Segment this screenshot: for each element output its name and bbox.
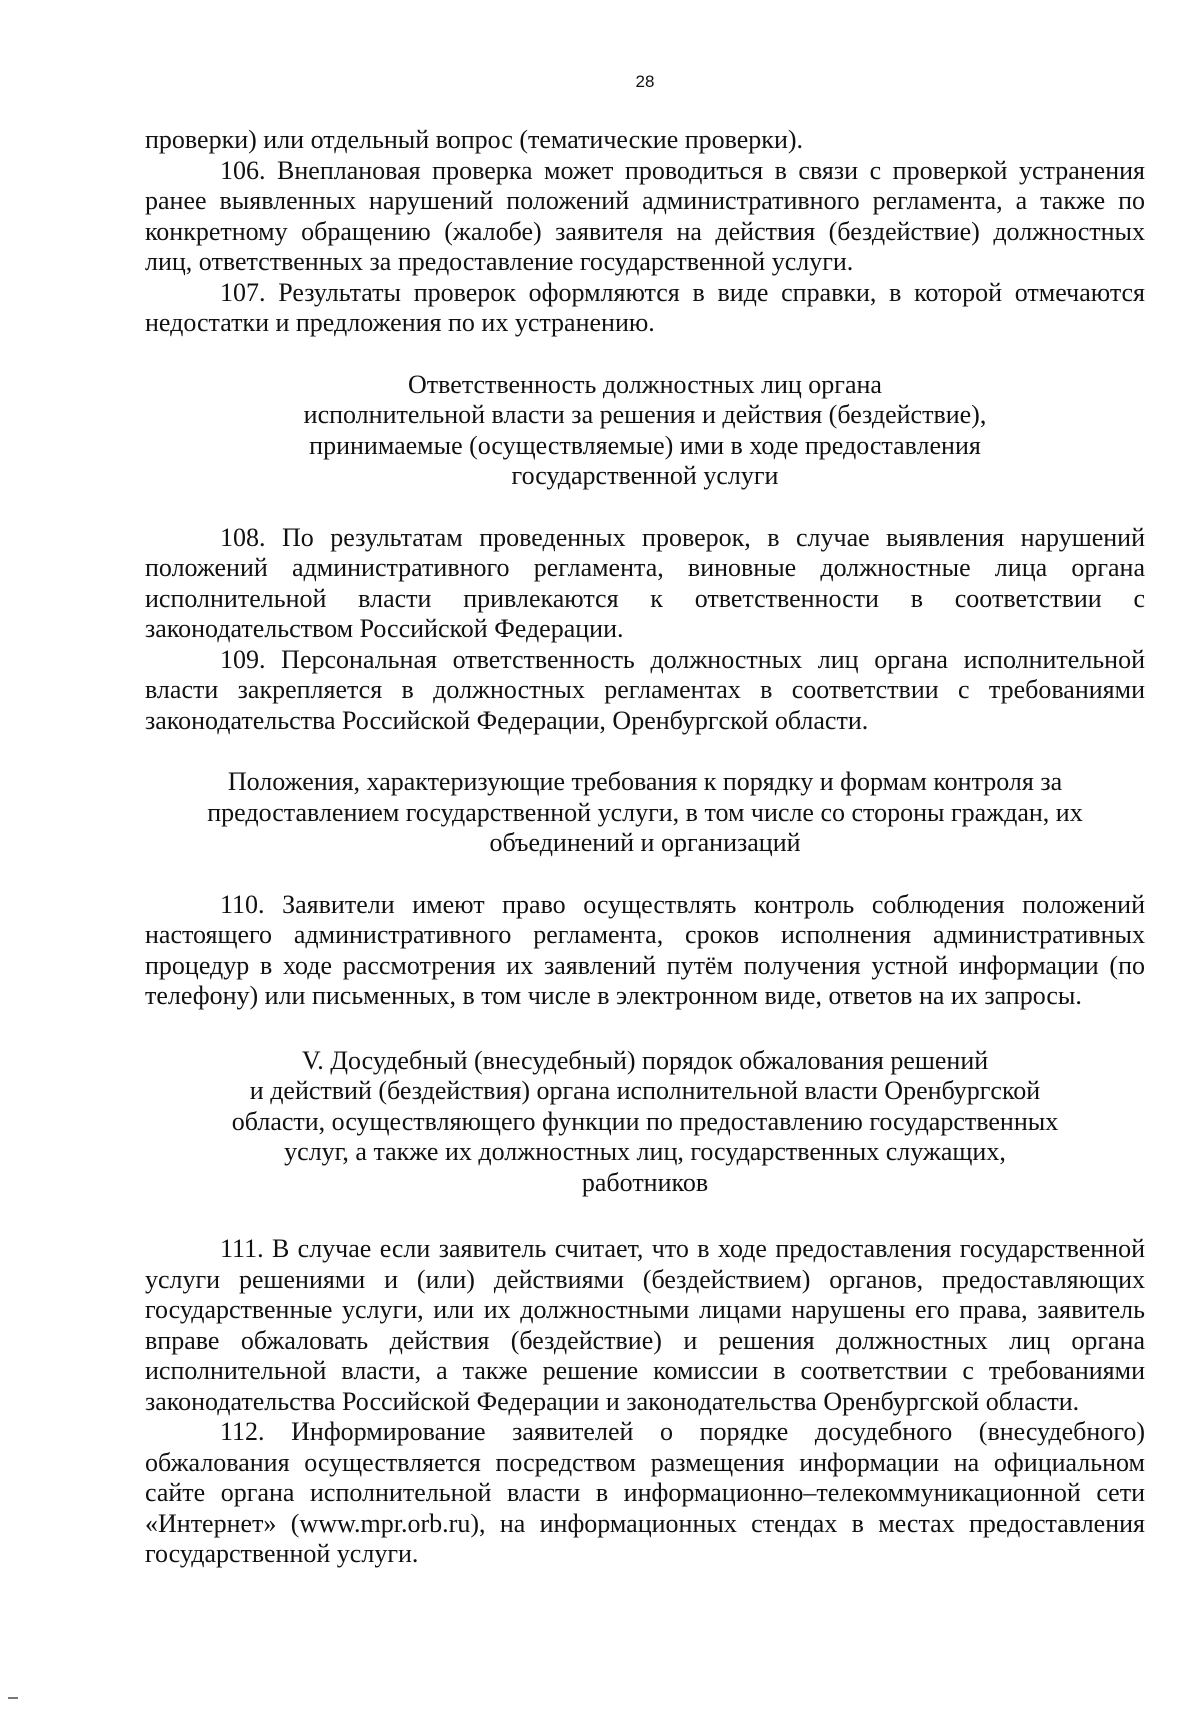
section-heading-responsibility: [145, 370, 1145, 492]
paragraph-112: 112. Информирование заявителей о порядке досудебного (внесудебного) обжалования осуществляется посредством размещения информации на официальном сайте органа исполнительной власти в информационно–телекоммуникационной сети «Интернет» (www.mpr.orb.ru), на информационных стендах в местах предоставления государственной услуги.: [145, 1417, 1145, 1568]
document-body: [145, 125, 1145, 1570]
paragraph-107: 107. Результаты проверок оформляются в виде справки, в которой отмечаются недостатки и предложения по их устранению.: [145, 277, 1145, 337]
heading-line: Положения, характеризующие требования к порядку и формам контроля за: [227, 767, 1063, 796]
paragraph-111: 111. В случае если заявитель считает, что в ходе предоставления государственной услуги решениями и (или) действиями (бездействием) органов, предоставляющих государственные услуги, или их должностными лицами нарушены его права, заявитель вправе обжаловать действия (бездействие) и решения должностных лиц органа исполнительной власти, а также решение комиссии в соответствии с требованиями законодательства Российской Федерации и законодательства Оренбургской области.: [145, 1234, 1145, 1416]
heading-line: объединений и организаций: [489, 828, 801, 857]
paragraph-108: 108. По результатам проведенных проверок, в случае выявления нарушений положений административного регламента, виновные должностные лица органа исполнительной власти привлекаются к ответственности в соответствии с законодательством Российской Федерации.: [145, 522, 1145, 643]
heading-line: работников: [581, 1167, 709, 1197]
paragraph-110: 110. Заявители имеют право осуществлять контроль соблюдения положений настоящего административного регламента, сроков исполнения административных процедур в ходе рассмотрения их заявлений путём получения устной информации (по телефону) или письменных, в том числе в электронном виде, ответов на их запросы.: [145, 889, 1145, 1010]
paragraph-109: 109. Персональная ответственность должностных лиц органа исполнительной власти закрепляется в должностных регламентах в соответствии с требованиями законодательства Российской Федерации, Оренбургской области.: [145, 644, 1145, 735]
paragraph-continuation: проверки) или отдельный вопрос (тематические проверки).: [145, 125, 804, 154]
heading-line: исполнительной власти за решения и действия (бездействие),: [303, 400, 987, 429]
section-heading-appeal: [145, 1046, 1145, 1199]
heading-line: области, осуществляющего функции по предоставлению государственных: [231, 1106, 1059, 1136]
heading-line: Ответственность должностных лиц органа: [408, 369, 882, 399]
section-heading-control: [145, 767, 1145, 859]
heading-line: предоставлением государственной услуги, в том числе со стороны граждан, их: [207, 797, 1083, 827]
scan-edge-mark: [8, 1697, 18, 1699]
heading-line: V. Досудебный (внесудебный) порядок обжалования решений: [301, 1045, 989, 1075]
page-number: 28: [635, 72, 655, 91]
heading-line: услуг, а также их должностных лиц, государственных служащих,: [284, 1137, 1006, 1166]
heading-line: государственной услуги: [511, 461, 779, 490]
heading-line: принимаемые (осуществляемые) ими в ходе предоставления: [309, 430, 981, 460]
heading-line: и действий (бездействия) органа исполнительной власти Оренбургской: [249, 1076, 1041, 1105]
paragraph-106: 106. Внеплановая проверка может проводиться в связи с проверкой устранения ранее выявленных нарушений положений административного регламента, а также по конкретному обращению (жалобе) заявителя на действия (бездействие) должностных лиц, ответственных за предоставление государственной услуги.: [145, 155, 1145, 276]
